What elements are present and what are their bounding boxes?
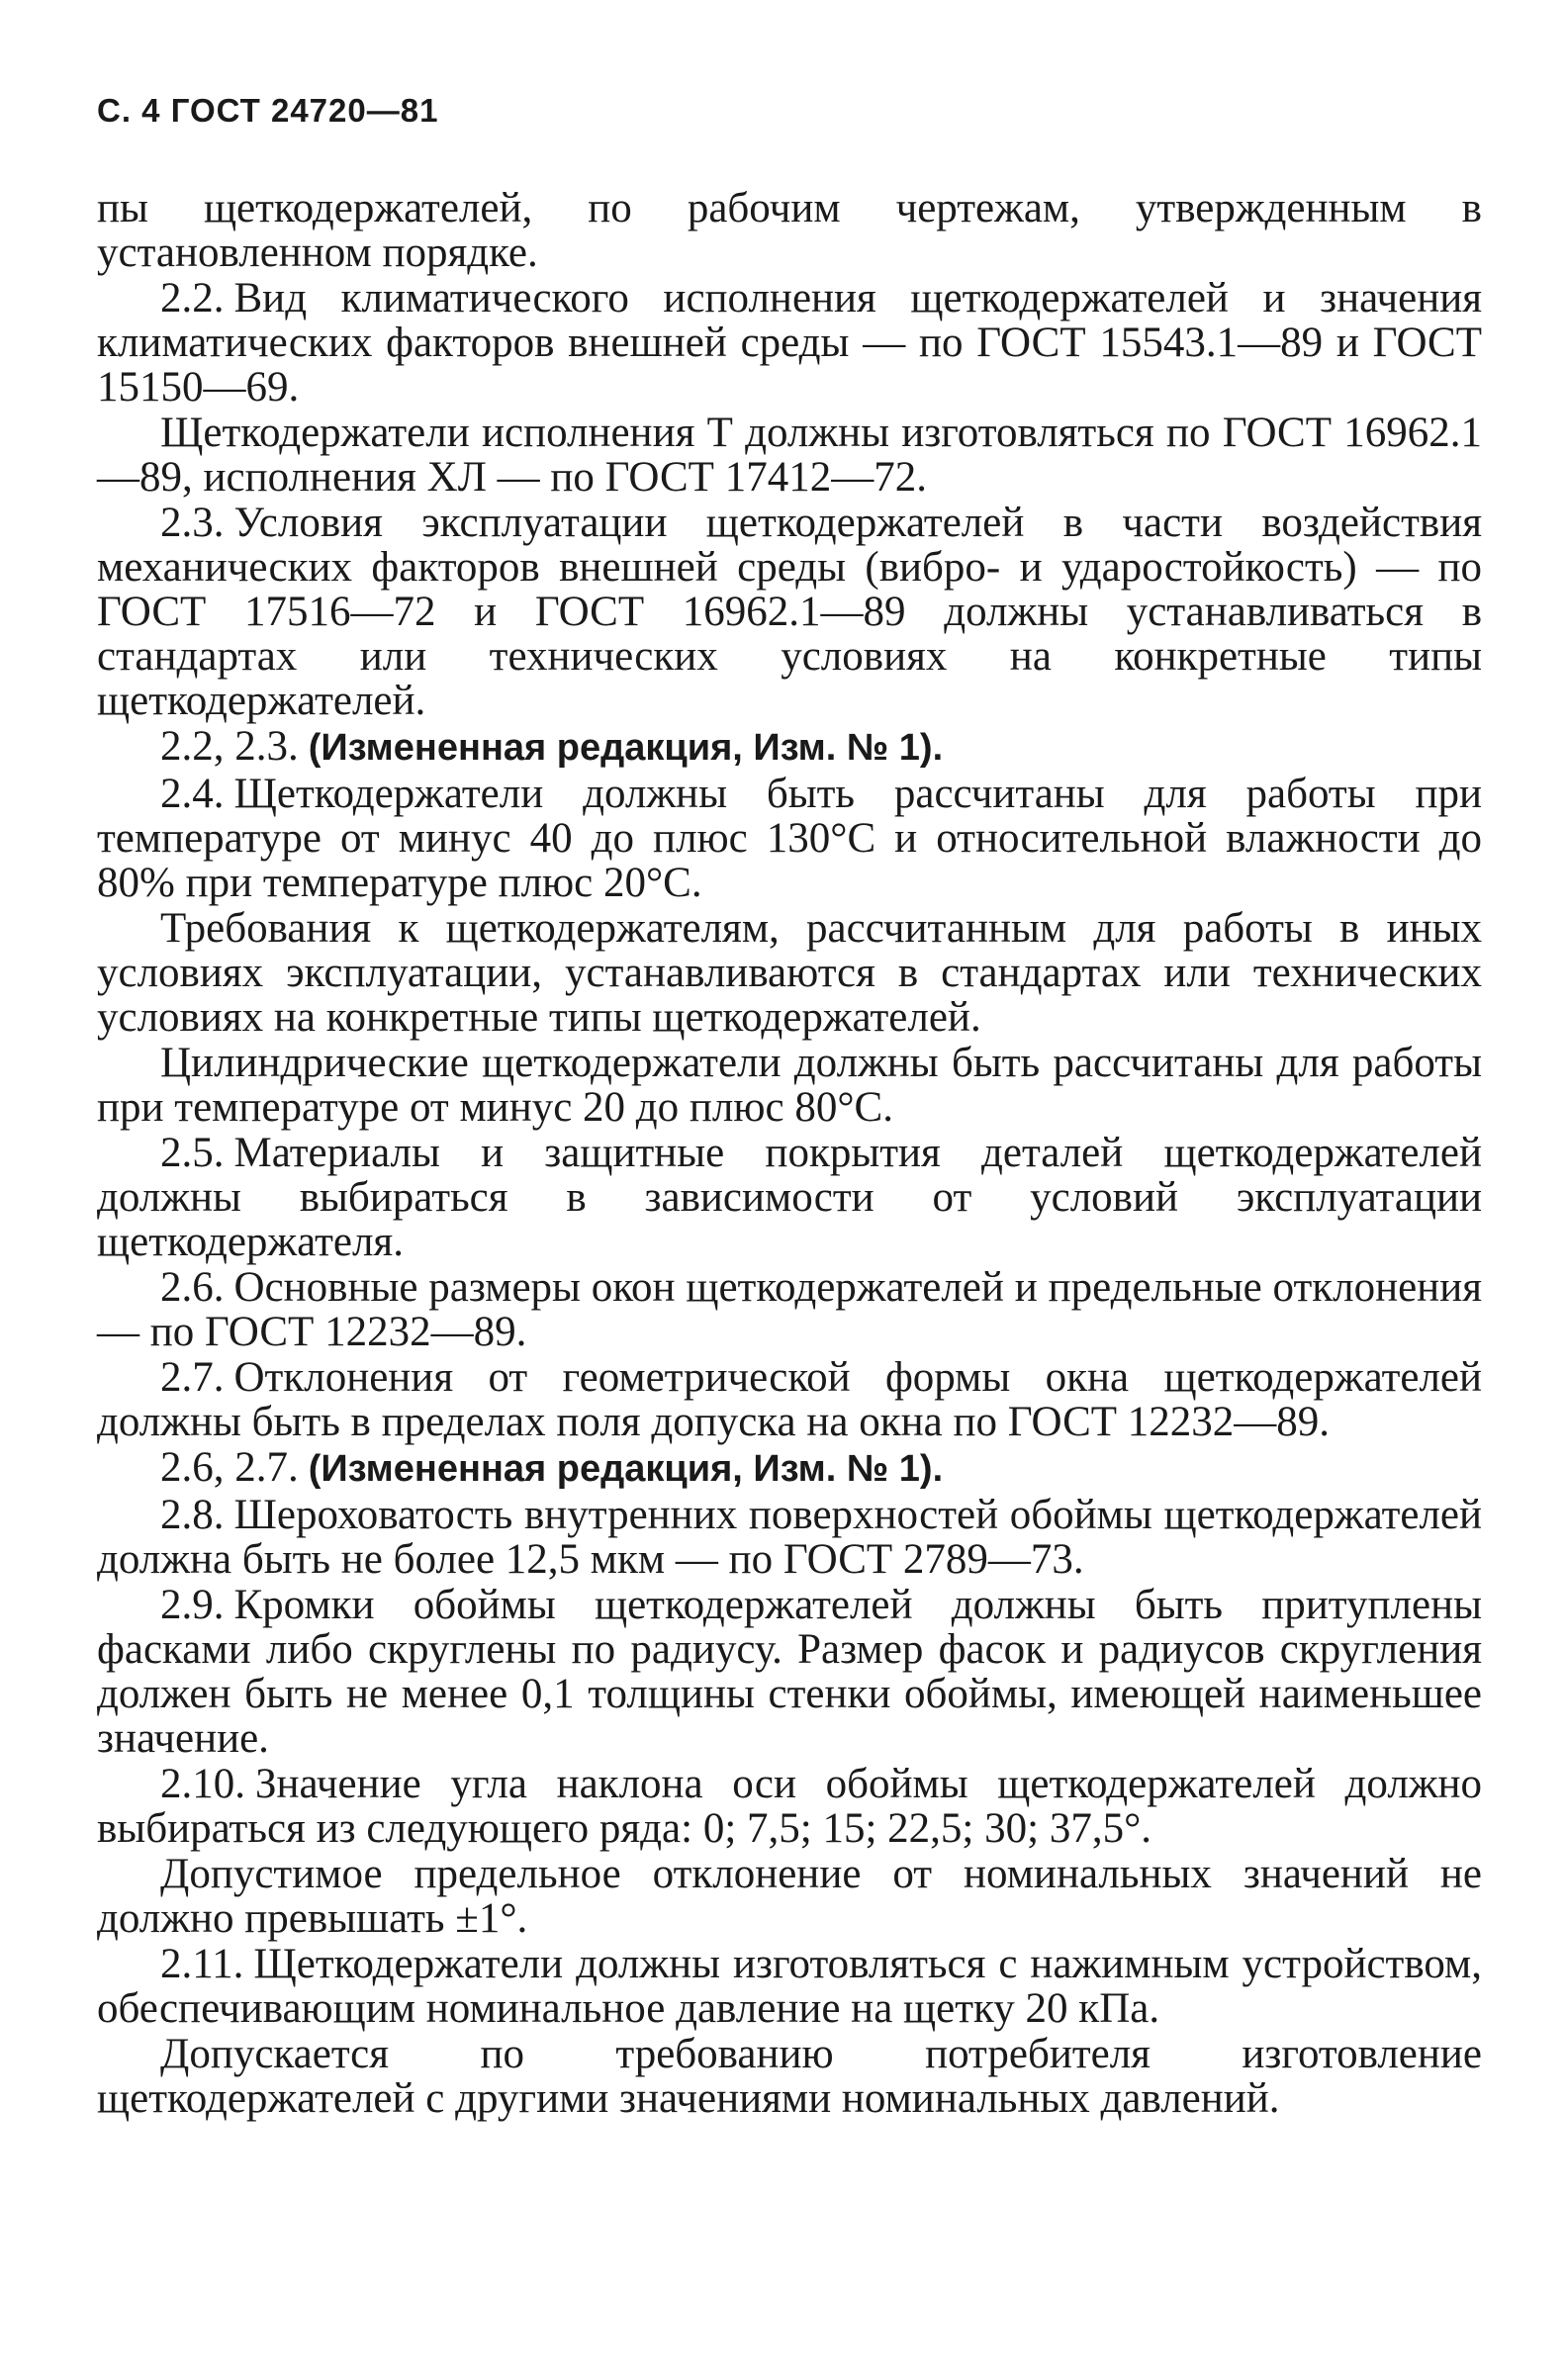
clause-number: 2.7. (160, 1354, 225, 1401)
paragraph-2-11 (97, 1942, 1482, 2031)
paragraph-2-4-other (97, 906, 1482, 1040)
clause-number: 2.11. (160, 1941, 244, 1987)
amendment-note-2-2-2-3 (97, 724, 1482, 771)
clause-number: 2.6, 2.7. (160, 1444, 299, 1491)
paragraph-2-4-cylindrical (97, 1041, 1482, 1130)
amendment-text: (Измененная редакция, Изм. № 1). (308, 1448, 944, 1490)
paragraph-2-3 (97, 501, 1482, 723)
clause-number: 2.2, 2.3. (160, 723, 299, 770)
paragraph-text: пы щеткодержателей, по рабочим чертежам, утвержденным в установленном порядке. (97, 185, 1482, 276)
paragraph-2-5 (97, 1131, 1482, 1264)
paragraph-text: Щеткодержатели должны изготовляться с нажимным устройством, обеспечивающим номинальное давление на щетку 20 кПа. (97, 1941, 1482, 2032)
document-page (97, 91, 1482, 2122)
paragraph-2-2-t (97, 411, 1482, 500)
clause-number: 2.3. (160, 500, 225, 546)
clause-number: 2.9. (160, 1582, 225, 1628)
paragraph-text: Вид климатического исполнения щеткодержателей и значения климатических факторов внешней среды — по ГОСТ 15543.1—89 и ГОСТ 15150—69. (97, 275, 1482, 411)
paragraph-2-11-other (97, 2032, 1482, 2121)
paragraph-2-10-tolerance (97, 1852, 1482, 1941)
clause-number: 2.10. (160, 1761, 245, 1807)
paragraph-2-6 (97, 1265, 1482, 1354)
paragraph-text: Шероховатость внутренних поверхностей обоймы щеткодержателей должна быть не более 12,5 мкм — по ГОСТ 2789—73. (97, 1492, 1482, 1583)
clause-number: 2.2. (160, 275, 225, 321)
paragraph-text: Кромки обоймы щеткодержателей должны быть притуплены фасками либо скруглены по радиусу. Размер фасок и радиусов скругления должен быть не менее 0,1 толщины стенки обоймы, имеющей наименьшее значение. (97, 1582, 1482, 1762)
paragraph-2-4 (97, 772, 1482, 905)
paragraph-text: Цилиндрические щеткодержатели должны быть рассчитаны для работы при температуре от минус 20 до плюс 80°С. (97, 1040, 1482, 1131)
paragraph-2-2 (97, 276, 1482, 410)
amendment-note-2-6-2-7 (97, 1445, 1482, 1492)
running-head: С. 4 ГОСТ 24720—81 (97, 92, 439, 129)
paragraph-2-7 (97, 1355, 1482, 1444)
clause-number: 2.8. (160, 1492, 225, 1538)
paragraph-2-8 (97, 1493, 1482, 1582)
paragraph-2-10 (97, 1762, 1482, 1851)
paragraph-text: Значение угла наклона оси обоймы щеткодержателей должно выбираться из следующего ряда: 0; 7,5; 15; 22,5; 30; 37,5°. (97, 1761, 1482, 1852)
amendment-text: (Измененная редакция, Изм. № 1). (308, 727, 944, 769)
clause-number: 2.4. (160, 771, 225, 817)
clause-number: 2.6. (160, 1264, 225, 1311)
paragraph-text: Материалы и защитные покрытия деталей щеткодержателей должны выбираться в зависимости от условий эксплуатации щеткодержателя. (97, 1130, 1482, 1265)
clause-number: 2.5. (160, 1130, 225, 1176)
paragraph-continuation (97, 186, 1482, 275)
paragraph-text: Щеткодержатели исполнения Т должны изготовляться по ГОСТ 16962.1—89, исполнения ХЛ — по ГОСТ 17412—72. (97, 410, 1482, 501)
paragraph-2-9 (97, 1583, 1482, 1761)
paragraph-text: Допустимое предельное отклонение от номинальных значений не должно превышать ±1°. (97, 1851, 1482, 1942)
paragraph-text: Отклонения от геометрической формы окна щеткодержателей должны быть в пределах поля допуска на окна по ГОСТ 12232—89. (97, 1354, 1482, 1445)
paragraph-text: Основные размеры окон щеткодержателей и предельные отклонения — по ГОСТ 12232—89. (97, 1264, 1482, 1355)
paragraph-text: Щеткодержатели должны быть рассчитаны для работы при температуре от минус 40 до плюс 130°С и относительной влажности до 80% при температуре плюс 20°С. (97, 771, 1482, 906)
paragraph-text: Требования к щеткодержателям, рассчитанным для работы в иных условиях эксплуатации, устанавливаются в стандартах или технических условиях на конкретные типы щеткодержателей. (97, 905, 1482, 1041)
paragraph-text: Допускается по требованию потребителя изготовление щеткодержателей с другими значениями номинальных давлений. (97, 2031, 1482, 2122)
paragraph-text: Условия эксплуатации щеткодержателей в части воздействия механических факторов внешней среды (вибро- и ударостойкость) — по ГОСТ 17516—72 и ГОСТ 16962.1—89 должны устанавливаться в стандартах или технических условиях на конкретные типы щеткодержателей. (97, 500, 1482, 724)
